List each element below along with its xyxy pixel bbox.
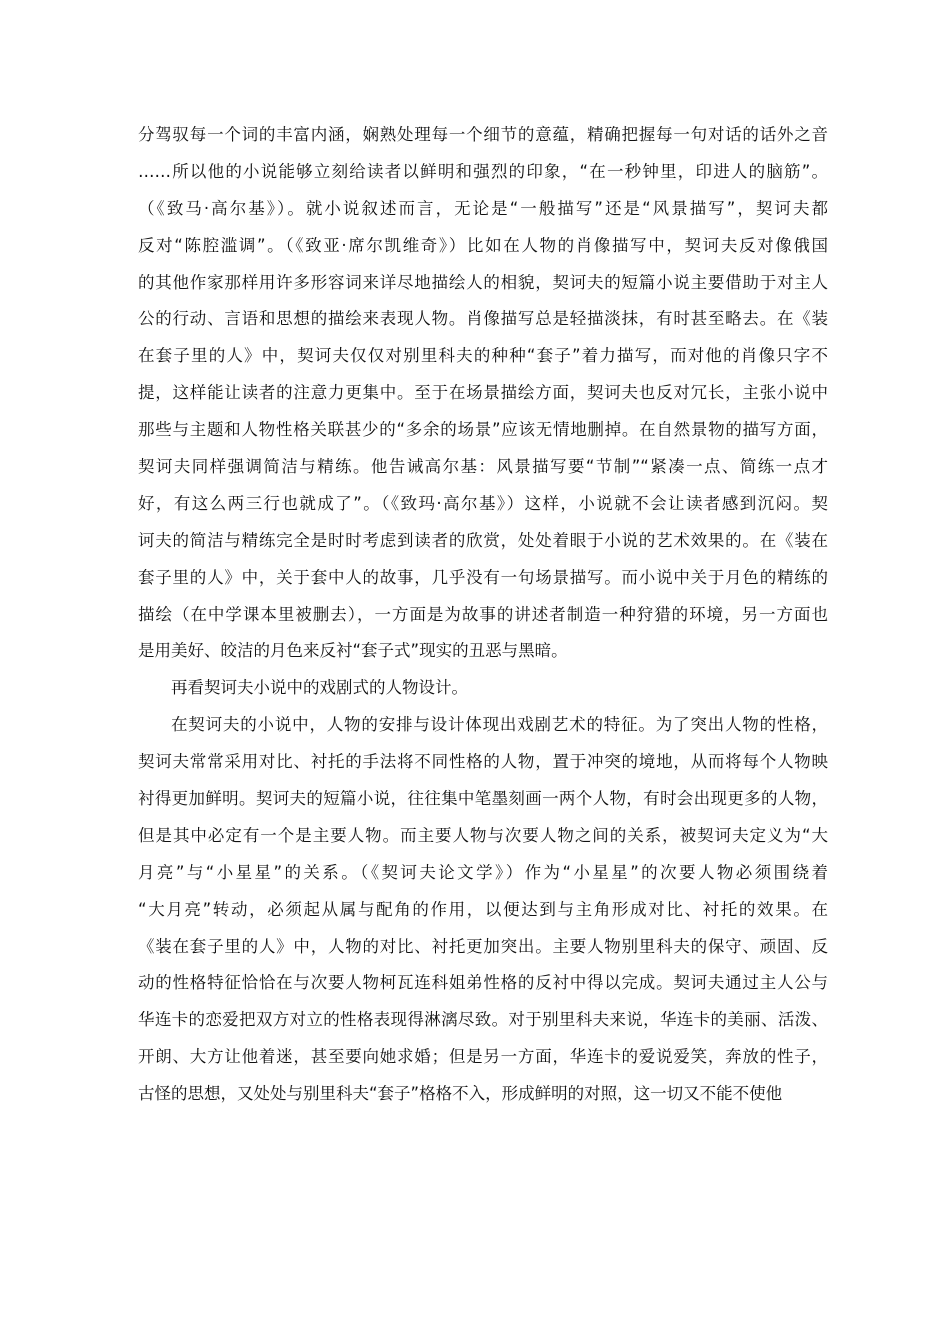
text-line: 那些与主题和人物性格关联甚少的“多余的场景”应该无情地删掉。在自然景物的描写方面，	[138, 420, 828, 440]
text-line: 古怪的思想，又处处与别里科夫“套子”格格不入，形成鲜明的对照，这一切又不能不使他	[138, 1084, 783, 1104]
text-line: 提，这样能让读者的注意力更集中。至于在场景描绘方面，契诃夫也反对冗长，主张小说中	[138, 383, 828, 403]
paragraph-2	[138, 670, 828, 707]
text-line: 衬得更加鲜明。契诃夫的短篇小说，往往集中笔墨刻画一两个人物，有时会出现更多的人物，	[138, 789, 828, 809]
text-line: 契诃夫同样强调简洁与精练。他告诫高尔基：风景描写要“节制”“紧凑一点、简练一点才	[138, 457, 828, 477]
body-text	[138, 117, 828, 1113]
text-line: 月亮”与“小星星”的关系。（《契诃夫论文学》）作为“小星星”的次要人物必须围绕着	[138, 862, 828, 882]
text-line: 在套子里的人》中，契诃夫仅仅对别里科夫的种种“套子”着力描写，而对他的肖像只字不	[138, 346, 828, 366]
text-line: 开朗、大方让他着迷，甚至要向她求婚；但是另一方面，华连卡的爱说爱笑，奔放的性子，	[138, 1047, 828, 1067]
text-line: 诃夫的简洁与精练完全是时时考虑到读者的欣赏，处处着眼于小说的艺术效果的。在《装在	[138, 530, 828, 550]
text-line: 分驾驭每一个词的丰富内涵，娴熟处理每一个细节的意蕴，精确把握每一句对话的话外之音	[138, 125, 828, 144]
text-line: 的其他作家那样用许多形容词来详尽地描绘人的相貌，契诃夫的短篇小说主要借助于对主人	[138, 272, 828, 292]
text-line: 再看契诃夫小说中的戏剧式的人物设计。	[171, 678, 468, 698]
text-line: （《致马·高尔基》）。就小说叙述而言，无论是“一般描写”还是“风景描写”，契诃夫都	[138, 198, 828, 218]
text-line: ……所以他的小说能够立刻给读者以鲜明和强烈的印象，“在一秒钟里，印进人的脑筋”。	[138, 161, 828, 181]
text-line: 公的行动、言语和思想的描绘来表现人物。肖像描写总是轻描淡抹，有时甚至略去。在《装	[138, 309, 828, 329]
text-line: 但是其中必定有一个是主要人物。而主要人物与次要人物之间的关系，被契诃夫定义为“大	[138, 825, 828, 845]
text-line: 在契诃夫的小说中，人物的安排与设计体现出戏剧艺术的特征。为了突出人物的性格，	[171, 715, 828, 735]
text-line: 是用美好、皎洁的月色来反衬“套子式”现实的丑恶与黑暗。	[138, 641, 568, 661]
paragraph-1	[138, 117, 828, 670]
text-line: “大月亮”转动，必须起从属与配角的作用，以便达到与主角形成对比、衬托的效果。在	[138, 899, 828, 919]
text-line: 契诃夫常常采用对比、衬托的手法将不同性格的人物，置于冲突的境地，从而将每个人物映	[138, 752, 828, 772]
text-line: 《装在套子里的人》中，人物的对比、衬托更加突出。主要人物别里科夫的保守、顽固、反	[138, 936, 828, 956]
text-line: 描绘（在中学课本里被删去），一方面是为故事的讲述者制造一种狩猎的环境，另一方面也	[138, 604, 828, 624]
paragraph-3	[138, 707, 828, 1113]
text-line: 反对“陈腔滥调”。（《致亚·席尔凯维奇》）比如在人物的肖像描写中，契诃夫反对像俄国	[138, 235, 828, 255]
text-line: 好，有这么两三行也就成了”。（《致玛·高尔基》）这样，小说就不会让读者感到沉闷。契	[138, 493, 828, 513]
text-line: 动的性格特征恰恰在与次要人物柯瓦连科姐弟性格的反衬中得以完成。契诃夫通过主人公与	[138, 973, 828, 993]
text-line: 华连卡的恋爱把双方对立的性格表现得淋漓尽致。对于别里科夫来说，华连卡的美丽、活泼、	[138, 1010, 828, 1030]
text-line: 套子里的人》中，关于套中人的故事，几乎没有一句场景描写。而小说中关于月色的精练的	[138, 567, 828, 587]
